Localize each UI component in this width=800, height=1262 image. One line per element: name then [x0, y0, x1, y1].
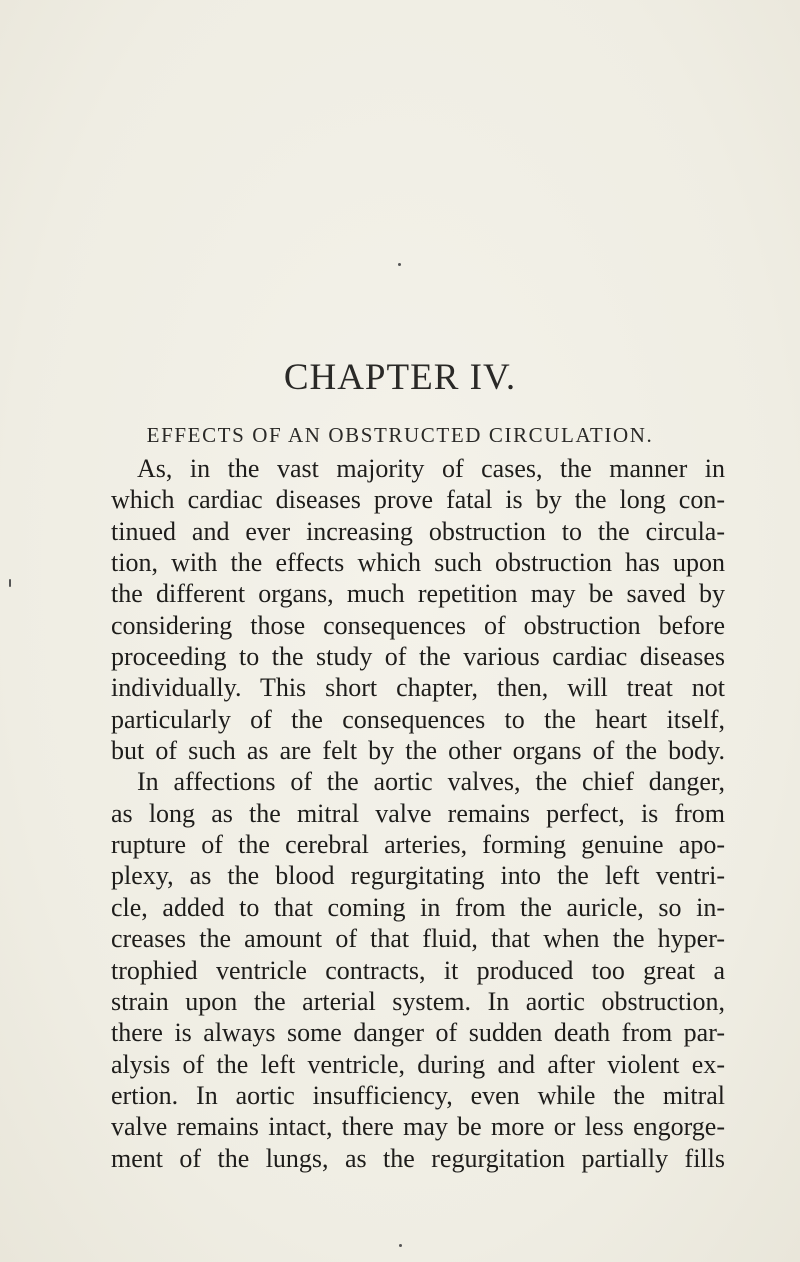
- text-line: plexy, as the blood regurgitating into the left ventri-: [111, 861, 725, 891]
- text-line: proceeding to the study of the various cardiac diseases: [111, 642, 725, 672]
- ink-speck: [398, 263, 401, 266]
- text-line: valve remains intact, there may be more or less engorge-: [111, 1112, 725, 1142]
- text-line: strain upon the arterial system. In aortic obstruction,: [111, 986, 725, 1016]
- text-line: In affections of the aortic valves, the chief danger,: [137, 767, 725, 797]
- chapter-title: CHAPTER IV.: [283, 357, 517, 398]
- text-line: individually. This short chapter, then, will treat not: [111, 673, 725, 703]
- text-line: but of such as are felt by the other organs of the body.: [111, 736, 725, 766]
- text-line: rupture of the cerebral arteries, forming genuine apo-: [111, 830, 725, 860]
- text-line: there is always some danger of sudden death from par-: [111, 1018, 725, 1048]
- text-line: ertion. In aortic insufficiency, even while the mitral: [111, 1080, 725, 1110]
- text-line: tion, with the effects which such obstruction has upon: [111, 548, 725, 578]
- text-line: which cardiac diseases prove fatal is by the long con-: [111, 485, 725, 515]
- ink-speck: [399, 1244, 402, 1247]
- chapter-subtitle: EFFECTS OF AN OBSTRUCTED CIRCULATION.: [146, 423, 654, 447]
- text-line: As, in the vast majority of cases, the manner in: [137, 454, 725, 483]
- text-line: as long as the mitral valve remains perfect, is from: [111, 798, 725, 828]
- text-line: particularly of the consequences to the heart itself,: [111, 704, 725, 734]
- text-line: cle, added to that coming in from the auricle, so in-: [111, 892, 725, 922]
- body-text: [111, 453, 725, 1174]
- text-line: tinued and ever increasing obstruction to the circula-: [111, 516, 725, 546]
- text-line: creases the amount of that fluid, that when the hyper-: [111, 924, 725, 954]
- text-line: alysis of the left ventricle, during and after violent ex-: [111, 1049, 725, 1079]
- text-line: trophied ventricle contracts, it produced too great a: [111, 955, 725, 985]
- text-line: considering those consequences of obstruction before: [111, 610, 725, 640]
- ink-speck: [9, 579, 11, 587]
- text-line: ment of the lungs, as the regurgitation partially fills: [111, 1143, 725, 1173]
- text-line: the different organs, much repetition may be saved by: [111, 579, 725, 609]
